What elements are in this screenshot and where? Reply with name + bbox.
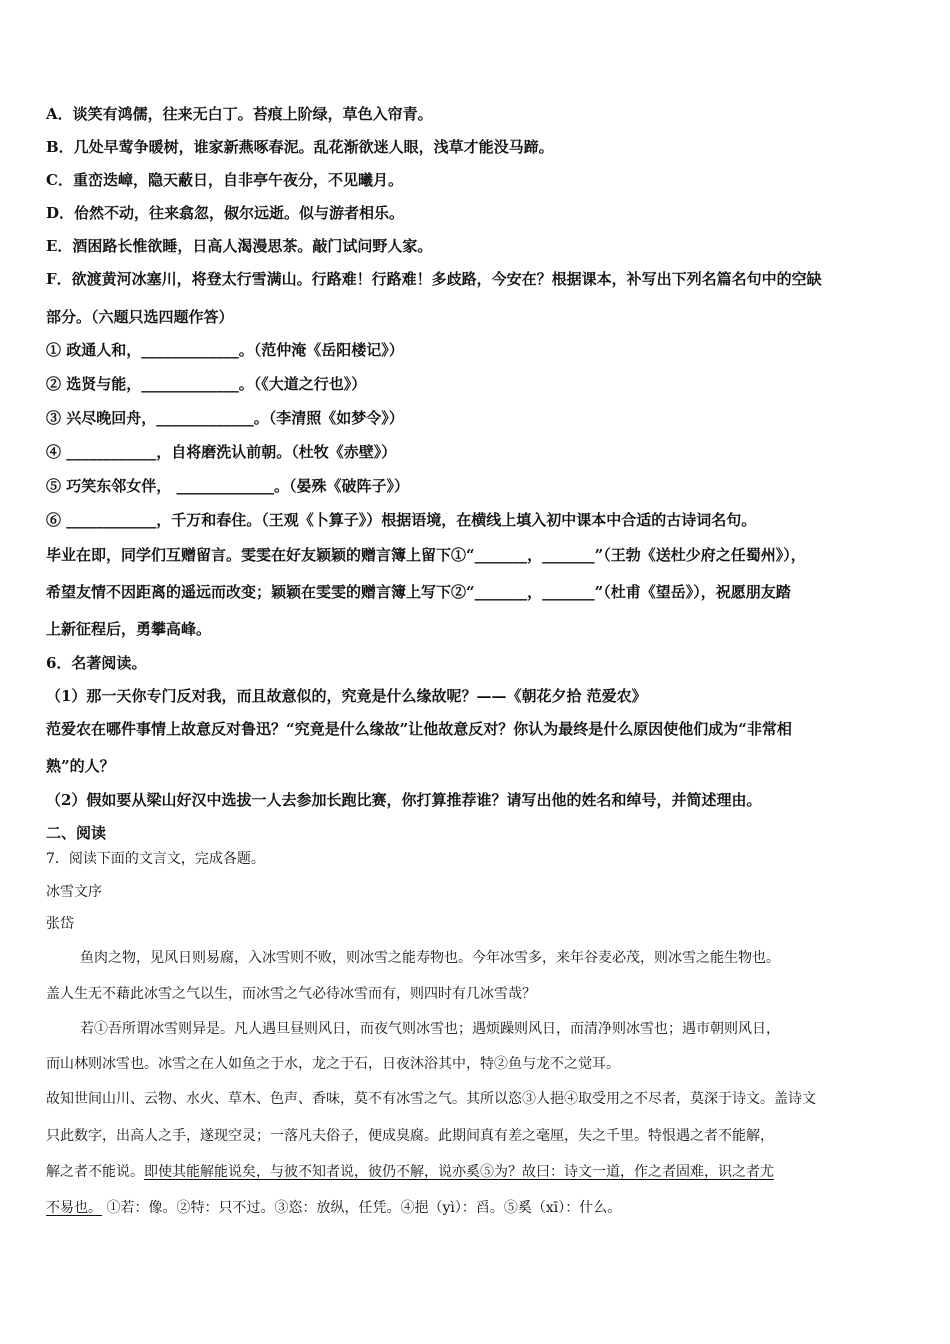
text-author: 张岱 xyxy=(46,916,74,932)
fill-question-5: ⑤ 巧笑东邻女伴， _____________。（晏殊《破阵子》） xyxy=(46,477,409,495)
text-title: 冰雪文序 xyxy=(46,884,102,900)
option-e: E．酒困路长惟欲睡，日高人渴漫思茶。敲门试问野人家。 xyxy=(46,237,433,255)
fill-question-1: ① 政通人和，_____________。（范仲淹《岳阳楼记》） xyxy=(46,341,404,359)
option-c: C．重峦迭嶂，隐天蔽日，自非亭午夜分，不见曦月。 xyxy=(46,171,403,189)
text-paragraph-3-line2: 只此数字，出高人之手，遂现空灵；一落凡夫俗子，便成臭腐。此期间真有差之毫厘，失之千里。特恨遇之者不能解， xyxy=(46,1128,774,1144)
section-6-q1: （1）那一天你专门反对我，而且故意似的，究竟是什么缘故呢？——《朝花夕拾 范爱农》 xyxy=(46,687,647,705)
section-6-q2: （2）假如要从梁山好汉中选拔一人去参加长跑比赛，你打算推荐谁？请写出他的姓名和绰号，并简述理由。 xyxy=(46,791,762,809)
section-6-q1-line3: 熟”的人？ xyxy=(46,757,115,775)
underlined-sentence-end: 不易也。 xyxy=(46,1200,102,1216)
text-paragraph-2-line2: 而山林则冰雪也。冰雪之在人如鱼之于水，龙之于石，日夜沐浴其中，特②鱼与龙不之觉耳。 xyxy=(46,1056,620,1072)
context-paragraph-line2: 希望友情不因距离的遥远而改变；颖颖在雯雯的赠言簿上写下②“_______，_______”（杜甫《望岳》），祝愿朋友踏 xyxy=(46,583,791,601)
section-6-heading: 6．名著阅读。 xyxy=(46,654,147,672)
text-paragraph-3-line4 xyxy=(46,1198,621,1218)
text-paragraph-1-line2: 盖人生无不藉此冰雪之气以生，而冰雪之气必待冰雪而有，则四时有几冰雪哉？ xyxy=(46,986,536,1002)
underlined-sentence: 即使其能解能说矣，与彼不知者说，彼仍不解，说亦奚⑤为？故曰：诗文一道，作之者固难，识之者尤 xyxy=(144,1164,774,1180)
option-f-line1: F．欲渡黄河冰塞川，将登太行雪满山。行路难！行路难！多歧路，今安在？根据课本，补写出下列名篇名句中的空缺 xyxy=(46,270,822,288)
option-a: A．谈笑有鸿儒，往来无白丁。苔痕上阶绿，草色入帘青。 xyxy=(46,105,433,123)
annotations: ①若：像。②特：只不过。③恣：放纵，任凭。④挹（yì）：舀。⑤奚（xī）：什么。 xyxy=(102,1200,622,1216)
section-6-q1-line2: 范爱农在哪件事情上故意反对鲁迅？“究竟是什么缘故”让他故意反对？你认为最终是什么原因使他们成为“非常相 xyxy=(46,720,792,738)
option-f-line2: 部分。（六题只选四题作答） xyxy=(46,308,234,326)
section-2-heading: 二、阅读 xyxy=(46,824,107,842)
text-paragraph-2-line1: 若①吾所谓冰雪则异是。凡人遇旦昼则风日，而夜气则冰雪也；遇烦躁则风日，而清净则冰雪也；遇市朝则风日， xyxy=(80,1021,780,1037)
question-7-heading: 7．阅读下面的文言文，完成各题。 xyxy=(46,851,265,867)
option-b: B．几处早莺争暖树，谁家新燕啄春泥。乱花渐欲迷人眼，浅草才能没马蹄。 xyxy=(46,138,554,156)
fill-question-3: ③ 兴尽晚回舟，_____________。（李清照《如梦令》） xyxy=(46,409,404,427)
text-paragraph-3-line3 xyxy=(46,1162,774,1182)
fill-question-2: ② 选贤与能，_____________。（《大道之行也》） xyxy=(46,375,367,393)
text-paragraph-3-line1: 故知世间山川、云物、水火、草木、色声、香味，莫不有冰雪之气。其所以恣③人挹④取受用之不尽者，莫深于诗文。盖诗文 xyxy=(46,1091,816,1107)
text-plain-segment: 解之者不能说。 xyxy=(46,1164,144,1180)
context-paragraph-line1: 毕业在即，同学们互赠留言。雯雯在好友颖颖的赠言簿上留下①“_______，_______”（王勃《送杜少府之任蜀州》）， xyxy=(46,546,806,564)
fill-question-6: ⑥ ____________，千万和春住。（王观《卜算子》）根据语境，在横线上填入初中课本中合适的古诗词名句。 xyxy=(46,511,757,529)
context-paragraph-line3: 上新征程后，勇攀高峰。 xyxy=(46,620,212,638)
text-paragraph-1-line1: 鱼肉之物，见风日则易腐，入冰雪则不败，则冰雪之能寿物也。今年冰雪多，来年谷麦必茂，则冰雪之能生物也。 xyxy=(80,950,780,966)
fill-question-4: ④ ____________，自将磨洗认前朝。（杜牧《赤壁》） xyxy=(46,443,397,461)
option-d: D．佁然不动，往来翕忽，俶尔远逝。似与游者相乐。 xyxy=(46,204,405,222)
